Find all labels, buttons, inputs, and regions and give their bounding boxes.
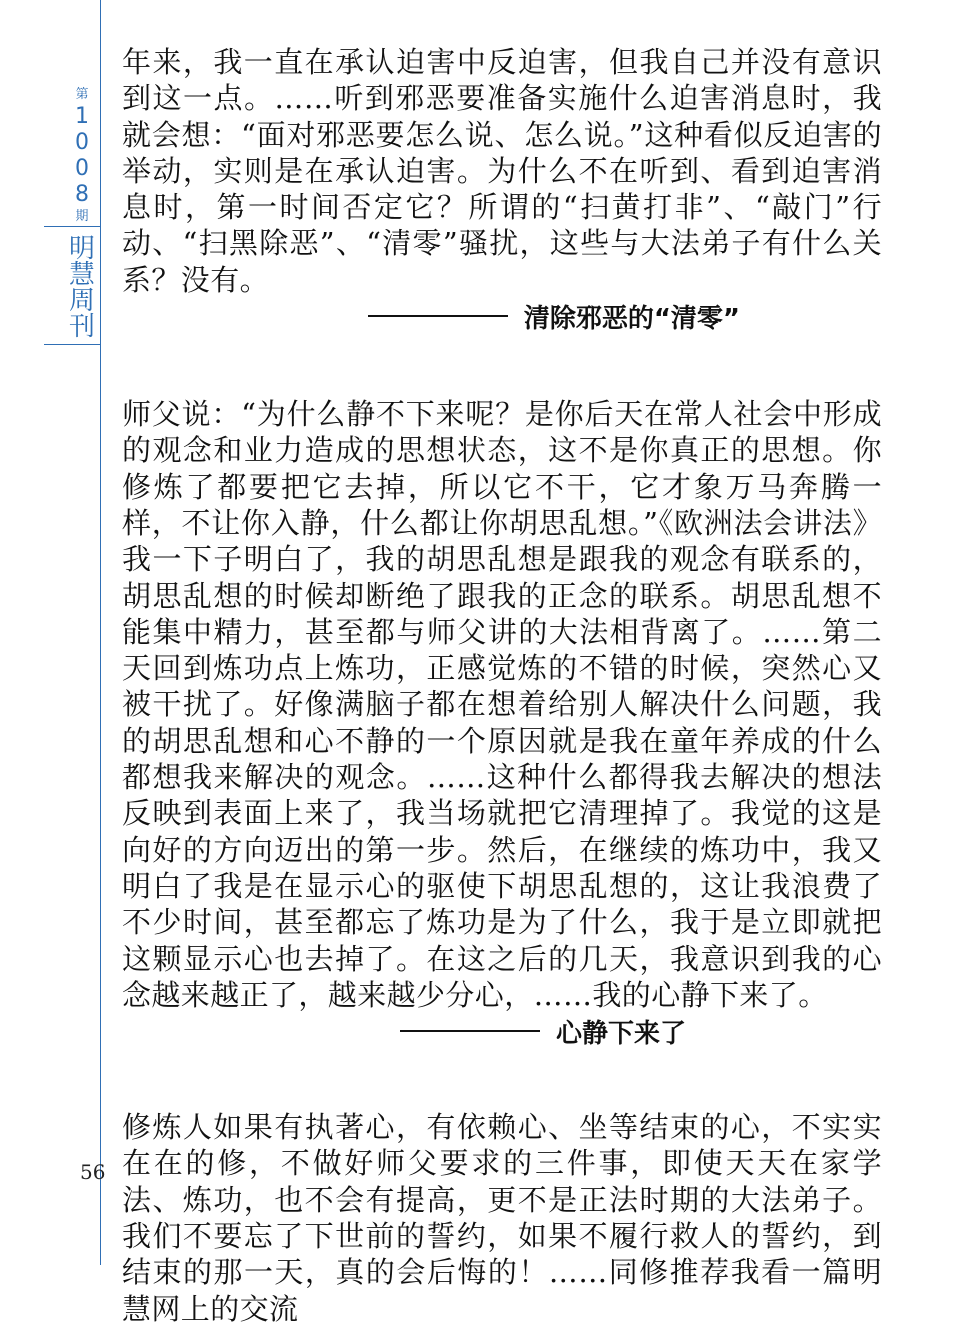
magazine-title-char: 刊 [68, 312, 95, 342]
heading-dash [400, 1030, 540, 1032]
section-heading [122, 298, 882, 334]
paragraph: 修炼人如果有执著心，有依赖心、坐等结束的心，不实实在在的修，不做好师父要求的三件事，即使天天在家学法、炼功，也不会有提高，更不是正法时期的大法弟子。我们不要忘了下世前的誓约，如果不履行救人的誓约，到结束的那一天，真的会后悔的！……同修推荐我看一篇明慧网上的交流 [122, 1110, 882, 1326]
paragraph: 年来，我一直在承认迫害中反迫害，但我自己并没有意识到这一点。……听到邪恶要准备实施什么迫害消息时，我就会想：“面对邪恶要怎么说、怎么说。”这种看似反迫害的举动，实则是在承认迫害。为什么不在听到、看到迫害消息时，第一时间否定它？所谓的“扫黄打非”、“敲门”行动、“扫黑除恶”、“清零”骚扰，这些与大法弟子有什么关系？没有。 [122, 45, 882, 297]
magazine-title-char: 明 [68, 234, 95, 264]
issue-number [62, 86, 102, 226]
issue-digit: 1 [75, 104, 89, 129]
sidebar-rule-top [44, 226, 100, 227]
issue-digit: 0 [75, 156, 89, 181]
magazine-title-char: 周 [68, 286, 95, 316]
heading-dash [368, 315, 508, 317]
section-heading-text: 心静下来了 [555, 1018, 686, 1049]
sidebar-rule-bottom [44, 344, 100, 345]
magazine-title-char: 慧 [68, 260, 95, 290]
issue-digit: 0 [75, 130, 89, 155]
magazine-title [62, 236, 102, 340]
page-number: 56 [80, 1160, 106, 1184]
section-heading [122, 1013, 882, 1049]
issue-prefix: 第 [75, 87, 89, 102]
paragraph: 师父说：“为什么静不下来呢？是你后天在常人社会中形成的观念和业力造成的思想状态，这不是你真正的思想。你修炼了都要把它去掉，所以它不干，它才象万马奔腾一样，不让你入静，什么都让你胡思乱想。”《欧洲法会讲法》我一下子明白了，我的胡思乱想是跟我的观念有联系的，胡思乱想的时候却断绝了跟我的正念的联系。胡思乱想不能集中精力，甚至都与师父讲的大法相背离了。……第二天回到炼功点上炼功，正感觉炼的不错的时候，突然心又被干扰了。好像满脑子都在想着给别人解决什么问题，我的胡思乱想和心不静的一个原因就是我在童年养成的什么都想我来解决的观念。……这种什么都得我去解决的想法反映到表面上来了，我当场就把它清理掉了。我觉的这是向好的方向迈出的第一步。然后，在继续的炼功中，我又明白了我是在显示心的驱使下胡思乱想的，这让我浪费了不少时间，甚至都忘了炼功是为了什么，我于是立即就把这颗显示心也去掉了。在这之后的几天，我意识到我的心念越来越正了，越来越少分心，……我的心静下来了。 [122, 397, 882, 1012]
issue-digit: 8 [75, 182, 89, 207]
article-body [122, 44, 882, 1327]
section-heading-text: 清除邪恶的“清零” [523, 303, 740, 334]
issue-suffix: 期 [75, 209, 89, 224]
